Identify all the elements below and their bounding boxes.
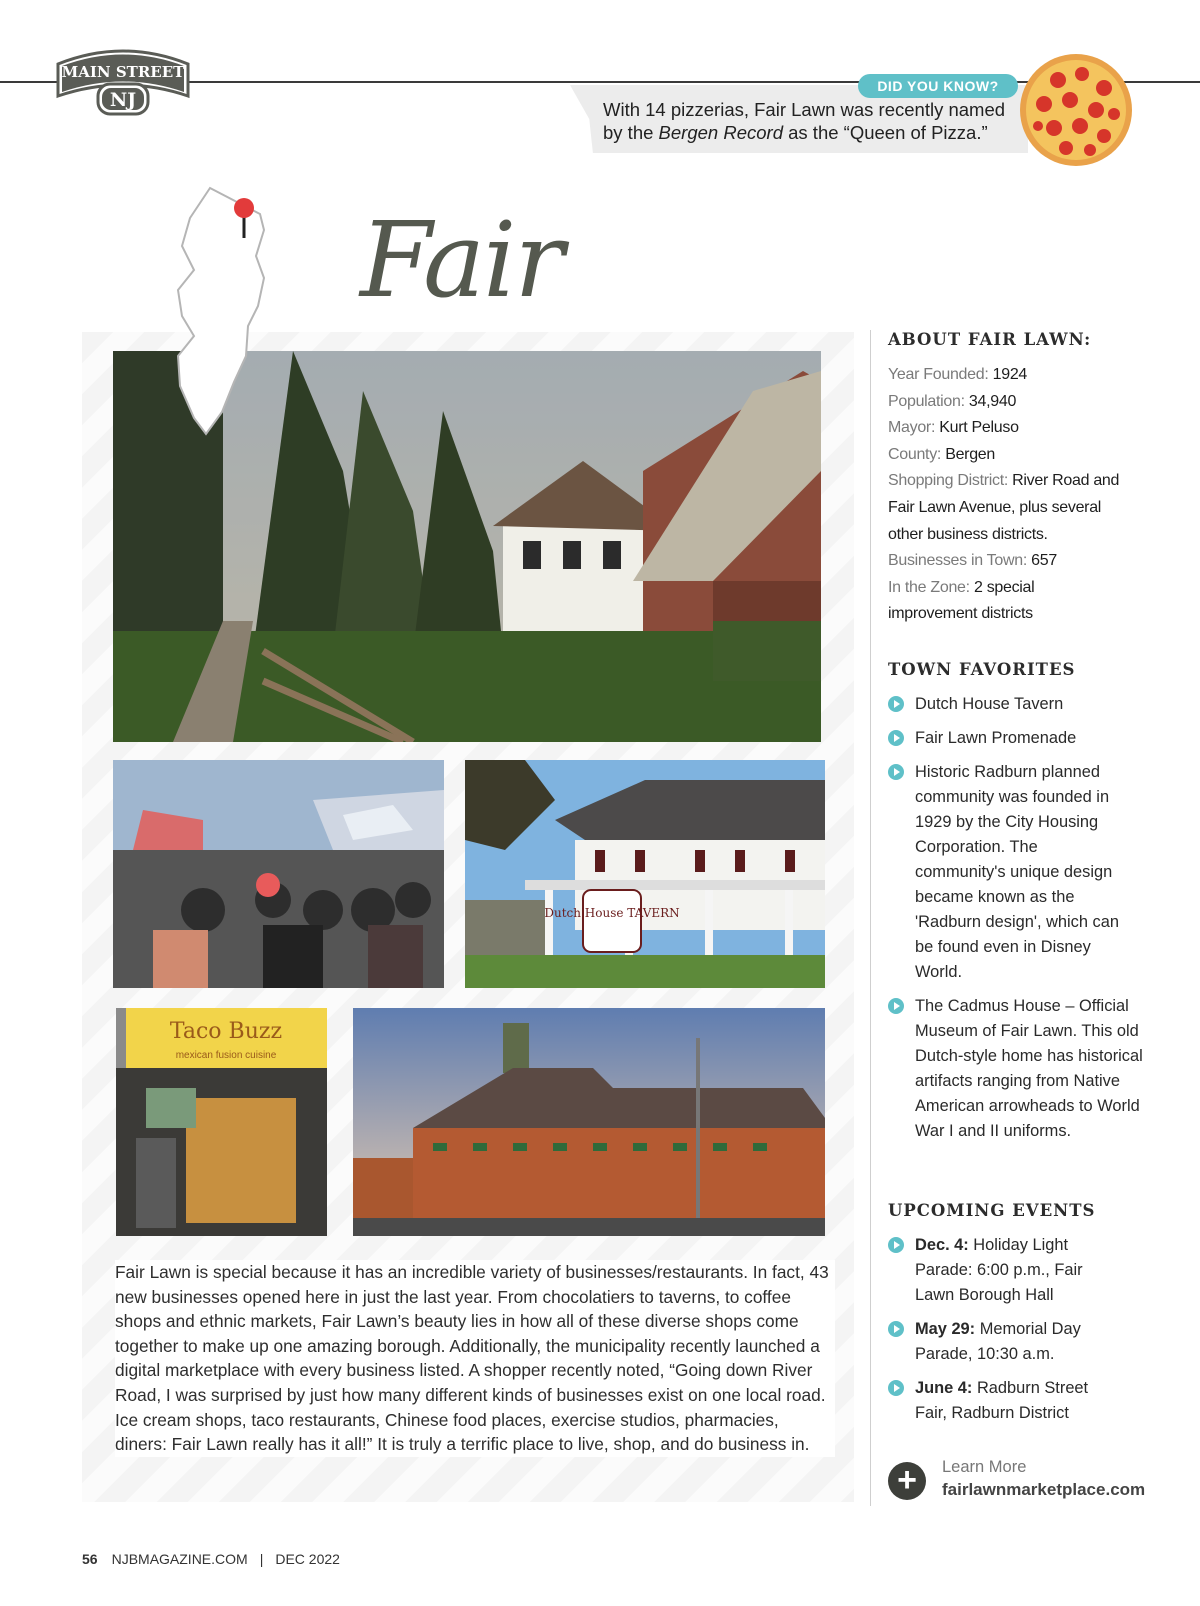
did-you-know-text: With 14 pizzerias, Fair Lawn was recently named by the Bergen Record as the “Queen of Pizza.” [603, 99, 1006, 143]
pizza-icon [1018, 52, 1134, 168]
radburn-building-photo [353, 1008, 825, 1236]
favorite-item: Fair Lawn Promenade [888, 726, 1128, 751]
fact-population: Population: 34,940 [888, 392, 1017, 410]
sidebar-divider [870, 330, 871, 1506]
favorites-heading: TOWN FAVORITES [888, 660, 1076, 679]
plus-icon[interactable]: + [888, 1462, 926, 1500]
event-item: May 29: Memorial Day Parade, 10:30 a.m. [888, 1317, 1093, 1367]
arrow-bullet-icon [888, 730, 904, 746]
fact-businesses: Businesses in Town: 657 [888, 552, 1057, 570]
event-item: June 4: Radburn Street Fair, Radburn District [888, 1376, 1093, 1426]
nj-map-pin-icon [160, 186, 280, 446]
fact-founded: Year Founded: 1924 [888, 366, 1028, 383]
events-list [888, 1233, 1093, 1435]
favorite-item: Historic Radburn planned community was founded in 1929 by the City Housing Corporation. The community's unique design became known as the 'Radburn design', which can be found even in Disney World. [888, 760, 1120, 985]
event-item: Dec. 4: Holiday Light Parade: 6:00 p.m., Fair Lawn Borough Hall [888, 1233, 1093, 1308]
taco-sign-text: Taco Buzz [169, 1019, 283, 1044]
favorite-item: The Cadmus House – Official Museum of Fair Lawn. This old Dutch-style home has historical artifacts ranging from Native American arrowheads to World War I and II uniforms. [888, 994, 1150, 1144]
learn-more-link[interactable]: fairlawnmarketplace.com [942, 1480, 1146, 1499]
main-street-nj-logo [52, 44, 194, 118]
favorites-list [888, 692, 1143, 1153]
arrow-bullet-icon [888, 1380, 904, 1396]
body-paragraph: Fair Lawn is special because it has an incredible variety of businesses/restaurants. In fact, 43 new businesses opened here in just the last year. From chocolatiers to taverns, to coffee shops and ethnic markets, Fair Lawn’s beauty lies in how all of these diverse shops come together to make up one amazing borough. Additionally, the municipality recently launched a digital marketplace with every business listed. A shopper recently noted, “Going down River Road, I was surprised by just how many different kinds of businesses exist on one local road. Ice cream shops, taco restaurants, Chinese food places, exercise studios, pharmacies, diners: Fair Lawn really has it all!” It is truly a terrific place to live, shop, and do business in. [115, 1260, 835, 1457]
fact-shopping: Shopping District: River Road and Fair Lawn Avenue, plus several other business districts. [888, 472, 1120, 543]
arrow-bullet-icon [888, 764, 904, 780]
fact-mayor: Mayor: Kurt Peluso [888, 419, 1019, 437]
taco-buzz-storefront-photo [116, 1008, 327, 1236]
did-you-know-label: DID YOU KNOW? [858, 74, 1018, 98]
page-number: 56 [82, 1551, 98, 1567]
arrow-bullet-icon [888, 1237, 904, 1253]
about-heading: ABOUT FAIR LAWN: [888, 330, 1092, 349]
street-fair-photo [113, 760, 444, 988]
footer-site: NJBMAGAZINE.COM [111, 1551, 248, 1567]
footer-issue: DEC 2022 [275, 1551, 340, 1567]
favorite-item: Dutch House Tavern [888, 692, 1128, 717]
arrow-bullet-icon [888, 998, 904, 1014]
arrow-bullet-icon [888, 696, 904, 712]
events-heading: UPCOMING EVENTS [888, 1201, 1096, 1220]
arrow-bullet-icon [888, 1321, 904, 1337]
logo-line2: NJ [109, 89, 137, 111]
footer-separator: | [259, 1551, 264, 1567]
fact-zone: In the Zone: 2 special improvement districts [888, 578, 1035, 623]
taco-sign-subtext: mexican fusion cuisine [175, 1050, 277, 1061]
fact-county: County: Bergen [888, 445, 995, 463]
dutch-house-tavern-photo [465, 760, 825, 988]
page-footer [82, 1551, 340, 1567]
page-title: Fair [360, 199, 563, 321]
about-facts [888, 362, 1168, 628]
dutch-sign-text: Dutch House TAVERN [544, 906, 680, 920]
logo-line1: MAIN STREET [61, 63, 185, 81]
learn-more-label: Learn More [942, 1458, 1027, 1476]
